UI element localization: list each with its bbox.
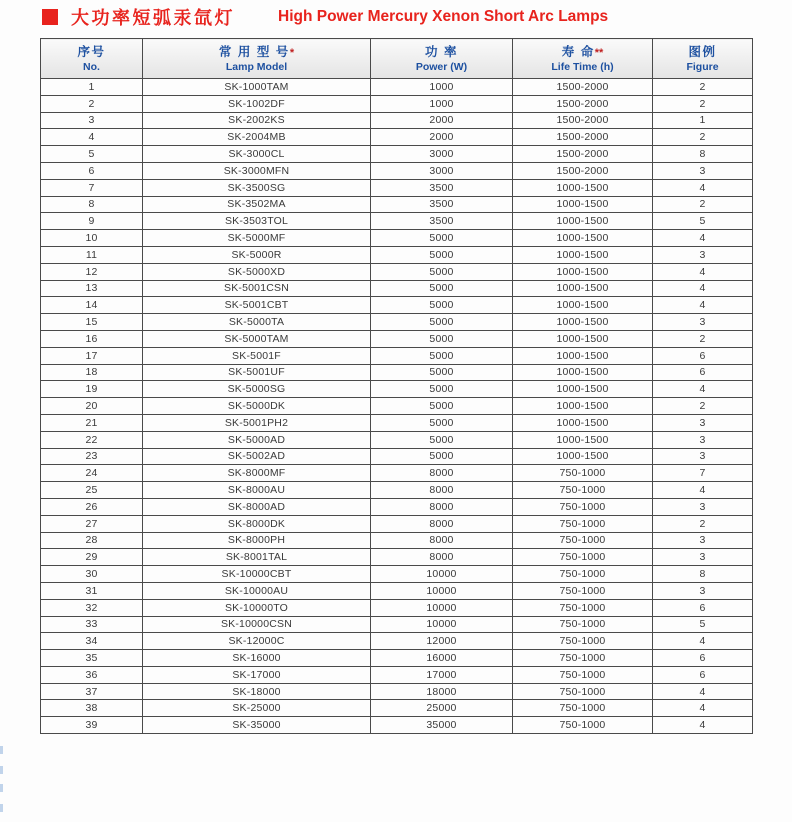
cell-no: 24 [41, 465, 143, 482]
table-row [41, 717, 753, 734]
table-row [41, 280, 753, 297]
cell-no: 23 [41, 448, 143, 465]
cell-life-time: 1000-1500 [513, 230, 653, 247]
col-header-power: 功 率 Power (W) [371, 39, 513, 79]
cell-life-time: 750-1000 [513, 482, 653, 499]
cell-power: 5000 [371, 280, 513, 297]
cell-power: 10000 [371, 616, 513, 633]
cell-figure: 4 [653, 482, 753, 499]
cell-model: SK-10000CSN [143, 616, 371, 633]
table-row [41, 381, 753, 398]
table-row [41, 95, 753, 112]
cell-model: SK-8000DK [143, 515, 371, 532]
cell-figure: 2 [653, 129, 753, 146]
cell-power: 35000 [371, 717, 513, 734]
cell-power: 8000 [371, 532, 513, 549]
cell-model: SK-10000AU [143, 582, 371, 599]
cell-no: 6 [41, 162, 143, 179]
table-row [41, 179, 753, 196]
cell-no: 34 [41, 633, 143, 650]
page-edge-artifact [0, 746, 3, 754]
cell-model: SK-3500SG [143, 179, 371, 196]
cell-no: 5 [41, 146, 143, 163]
cell-no: 21 [41, 414, 143, 431]
page-title-chinese: 大功率短弧汞氙灯 [71, 8, 235, 28]
cell-figure: 2 [653, 330, 753, 347]
cell-power: 5000 [371, 297, 513, 314]
table-row [41, 230, 753, 247]
cell-life-time: 1000-1500 [513, 448, 653, 465]
cell-model: SK-5000XD [143, 263, 371, 280]
cell-life-time: 1500-2000 [513, 146, 653, 163]
cell-no: 19 [41, 381, 143, 398]
cell-power: 8000 [371, 465, 513, 482]
cell-figure: 8 [653, 146, 753, 163]
cell-life-time: 750-1000 [513, 549, 653, 566]
cell-power: 5000 [371, 230, 513, 247]
cell-power: 1000 [371, 79, 513, 96]
page-title-english: High Power Mercury Xenon Short Arc Lamps [278, 8, 609, 25]
cell-no: 17 [41, 347, 143, 364]
cell-figure: 7 [653, 465, 753, 482]
cell-no: 30 [41, 566, 143, 583]
cell-no: 9 [41, 213, 143, 230]
cell-no: 25 [41, 482, 143, 499]
cell-life-time: 750-1000 [513, 633, 653, 650]
cell-no: 39 [41, 717, 143, 734]
col-header-no: 序号 No. [41, 39, 143, 79]
cell-no: 2 [41, 95, 143, 112]
table-row [41, 498, 753, 515]
cell-figure: 3 [653, 414, 753, 431]
cell-figure: 3 [653, 532, 753, 549]
cell-life-time: 1500-2000 [513, 95, 653, 112]
cell-model: SK-5000DK [143, 398, 371, 415]
cell-no: 13 [41, 280, 143, 297]
cell-model: SK-5000MF [143, 230, 371, 247]
cell-no: 33 [41, 616, 143, 633]
col-header-life-time: 寿 命** Life Time (h) [513, 39, 653, 79]
cell-power: 3500 [371, 213, 513, 230]
table-row [41, 347, 753, 364]
cell-figure: 4 [653, 230, 753, 247]
cell-figure: 4 [653, 633, 753, 650]
cell-no: 29 [41, 549, 143, 566]
cell-figure: 3 [653, 162, 753, 179]
table-row [41, 146, 753, 163]
cell-no: 37 [41, 683, 143, 700]
cell-model: SK-5001F [143, 347, 371, 364]
cell-no: 31 [41, 582, 143, 599]
cell-model: SK-5000TA [143, 314, 371, 331]
cell-model: SK-18000 [143, 683, 371, 700]
cell-figure: 4 [653, 263, 753, 280]
cell-figure: 2 [653, 398, 753, 415]
cell-no: 38 [41, 700, 143, 717]
cell-life-time: 1000-1500 [513, 330, 653, 347]
cell-power: 5000 [371, 398, 513, 415]
cell-figure: 4 [653, 717, 753, 734]
cell-life-time: 1000-1500 [513, 179, 653, 196]
cell-model: SK-35000 [143, 717, 371, 734]
cell-figure: 4 [653, 700, 753, 717]
table-row [41, 650, 753, 667]
cell-model: SK-5001CBT [143, 297, 371, 314]
col-header-lamp-model: 常 用 型 号* Lamp Model [143, 39, 371, 79]
cell-figure: 6 [653, 666, 753, 683]
cell-power: 5000 [371, 246, 513, 263]
cell-life-time: 750-1000 [513, 717, 653, 734]
cell-life-time: 1500-2000 [513, 79, 653, 96]
cell-model: SK-5001UF [143, 364, 371, 381]
cell-figure: 3 [653, 448, 753, 465]
table-row [41, 213, 753, 230]
cell-figure: 6 [653, 599, 753, 616]
cell-life-time: 750-1000 [513, 650, 653, 667]
cell-model: SK-5000TAM [143, 330, 371, 347]
cell-power: 8000 [371, 549, 513, 566]
table-row [41, 683, 753, 700]
cell-life-time: 1000-1500 [513, 314, 653, 331]
cell-figure: 3 [653, 549, 753, 566]
page-edge-artifact [0, 784, 3, 792]
table-row [41, 482, 753, 499]
cell-figure: 2 [653, 196, 753, 213]
cell-power: 5000 [371, 330, 513, 347]
table-row [41, 246, 753, 263]
cell-no: 1 [41, 79, 143, 96]
cell-no: 15 [41, 314, 143, 331]
cell-life-time: 750-1000 [513, 582, 653, 599]
cell-model: SK-16000 [143, 650, 371, 667]
cell-life-time: 750-1000 [513, 532, 653, 549]
cell-power: 5000 [371, 414, 513, 431]
page-edge-artifact [0, 804, 3, 812]
cell-life-time: 750-1000 [513, 498, 653, 515]
cell-model: SK-5000AD [143, 431, 371, 448]
table-row [41, 616, 753, 633]
page-edge-artifact [0, 766, 3, 774]
cell-figure: 4 [653, 280, 753, 297]
cell-no: 36 [41, 666, 143, 683]
table-row [41, 364, 753, 381]
cell-life-time: 1000-1500 [513, 347, 653, 364]
cell-figure: 2 [653, 79, 753, 96]
cell-power: 18000 [371, 683, 513, 700]
cell-power: 5000 [371, 347, 513, 364]
cell-power: 5000 [371, 381, 513, 398]
col-header-figure: 图例 Figure [653, 39, 753, 79]
table-row [41, 297, 753, 314]
cell-no: 35 [41, 650, 143, 667]
cell-life-time: 1500-2000 [513, 112, 653, 129]
cell-power: 5000 [371, 364, 513, 381]
cell-model: SK-5000SG [143, 381, 371, 398]
cell-no: 10 [41, 230, 143, 247]
cell-figure: 3 [653, 498, 753, 515]
cell-figure: 4 [653, 297, 753, 314]
cell-model: SK-3000CL [143, 146, 371, 163]
cell-no: 27 [41, 515, 143, 532]
cell-life-time: 750-1000 [513, 666, 653, 683]
table-row [41, 196, 753, 213]
cell-life-time: 750-1000 [513, 683, 653, 700]
cell-no: 26 [41, 498, 143, 515]
table-row [41, 532, 753, 549]
cell-power: 16000 [371, 650, 513, 667]
cell-life-time: 1000-1500 [513, 246, 653, 263]
cell-figure: 4 [653, 381, 753, 398]
cell-power: 10000 [371, 566, 513, 583]
page-title [42, 6, 608, 28]
cell-life-time: 1500-2000 [513, 129, 653, 146]
cell-power: 2000 [371, 112, 513, 129]
cell-model: SK-3502MA [143, 196, 371, 213]
cell-life-time: 1000-1500 [513, 213, 653, 230]
cell-figure: 3 [653, 431, 753, 448]
table-row [41, 582, 753, 599]
table-row [41, 633, 753, 650]
cell-life-time: 1000-1500 [513, 364, 653, 381]
cell-no: 7 [41, 179, 143, 196]
cell-no: 4 [41, 129, 143, 146]
cell-life-time: 1000-1500 [513, 280, 653, 297]
cell-figure: 6 [653, 364, 753, 381]
table-row [41, 515, 753, 532]
cell-life-time: 1000-1500 [513, 196, 653, 213]
cell-life-time: 1000-1500 [513, 398, 653, 415]
cell-life-time: 750-1000 [513, 465, 653, 482]
cell-life-time: 750-1000 [513, 700, 653, 717]
cell-figure: 8 [653, 566, 753, 583]
cell-no: 12 [41, 263, 143, 280]
cell-power: 12000 [371, 633, 513, 650]
cell-life-time: 1000-1500 [513, 381, 653, 398]
cell-model: SK-5002AD [143, 448, 371, 465]
cell-no: 3 [41, 112, 143, 129]
cell-model: SK-8001TAL [143, 549, 371, 566]
cell-power: 17000 [371, 666, 513, 683]
cell-no: 11 [41, 246, 143, 263]
table-row [41, 448, 753, 465]
cell-power: 3000 [371, 162, 513, 179]
cell-model: SK-10000CBT [143, 566, 371, 583]
cell-power: 3500 [371, 179, 513, 196]
cell-model: SK-5001PH2 [143, 414, 371, 431]
cell-power: 2000 [371, 129, 513, 146]
cell-power: 5000 [371, 314, 513, 331]
cell-power: 8000 [371, 515, 513, 532]
cell-figure: 6 [653, 650, 753, 667]
cell-power: 5000 [371, 263, 513, 280]
cell-model: SK-1000TAM [143, 79, 371, 96]
table-row [41, 666, 753, 683]
cell-figure: 3 [653, 314, 753, 331]
cell-power: 3000 [371, 146, 513, 163]
cell-model: SK-1002DF [143, 95, 371, 112]
cell-life-time: 750-1000 [513, 599, 653, 616]
cell-life-time: 1000-1500 [513, 297, 653, 314]
cell-model: SK-3000MFN [143, 162, 371, 179]
table-row [41, 465, 753, 482]
table-row [41, 112, 753, 129]
cell-power: 8000 [371, 498, 513, 515]
cell-model: SK-25000 [143, 700, 371, 717]
cell-figure: 6 [653, 347, 753, 364]
cell-life-time: 1500-2000 [513, 162, 653, 179]
cell-power: 25000 [371, 700, 513, 717]
cell-power: 3500 [371, 196, 513, 213]
table-row [41, 431, 753, 448]
cell-model: SK-3503TOL [143, 213, 371, 230]
cell-model: SK-8000PH [143, 532, 371, 549]
cell-life-time: 750-1000 [513, 616, 653, 633]
table-row [41, 566, 753, 583]
cell-no: 14 [41, 297, 143, 314]
cell-model: SK-2002KS [143, 112, 371, 129]
cell-model: SK-8000MF [143, 465, 371, 482]
cell-figure: 1 [653, 112, 753, 129]
cell-model: SK-5001CSN [143, 280, 371, 297]
cell-life-time: 1000-1500 [513, 263, 653, 280]
table-row [41, 162, 753, 179]
table-row [41, 599, 753, 616]
cell-figure: 4 [653, 683, 753, 700]
cell-no: 32 [41, 599, 143, 616]
lamp-spec-table [40, 38, 753, 734]
table-row [41, 129, 753, 146]
table-row [41, 414, 753, 431]
cell-figure: 2 [653, 515, 753, 532]
cell-no: 8 [41, 196, 143, 213]
cell-model: SK-12000C [143, 633, 371, 650]
cell-power: 5000 [371, 431, 513, 448]
table-row [41, 398, 753, 415]
cell-figure: 5 [653, 213, 753, 230]
table-row [41, 700, 753, 717]
cell-no: 28 [41, 532, 143, 549]
cell-no: 16 [41, 330, 143, 347]
cell-life-time: 1000-1500 [513, 431, 653, 448]
cell-model: SK-5000R [143, 246, 371, 263]
table-row [41, 330, 753, 347]
cell-no: 22 [41, 431, 143, 448]
cell-model: SK-10000TO [143, 599, 371, 616]
cell-life-time: 750-1000 [513, 515, 653, 532]
cell-power: 8000 [371, 482, 513, 499]
cell-figure: 4 [653, 179, 753, 196]
table-header [41, 39, 753, 79]
lamp-table-body [41, 79, 753, 734]
table-row [41, 549, 753, 566]
cell-power: 1000 [371, 95, 513, 112]
cell-model: SK-17000 [143, 666, 371, 683]
red-square-icon [42, 9, 58, 25]
cell-figure: 3 [653, 246, 753, 263]
cell-model: SK-8000AU [143, 482, 371, 499]
cell-figure: 2 [653, 95, 753, 112]
cell-figure: 5 [653, 616, 753, 633]
table-row [41, 263, 753, 280]
cell-figure: 3 [653, 582, 753, 599]
cell-no: 18 [41, 364, 143, 381]
cell-model: SK-8000AD [143, 498, 371, 515]
cell-power: 10000 [371, 599, 513, 616]
cell-life-time: 1000-1500 [513, 414, 653, 431]
table-row [41, 79, 753, 96]
cell-model: SK-2004MB [143, 129, 371, 146]
cell-power: 5000 [371, 448, 513, 465]
cell-life-time: 750-1000 [513, 566, 653, 583]
cell-power: 10000 [371, 582, 513, 599]
table-row [41, 314, 753, 331]
cell-no: 20 [41, 398, 143, 415]
